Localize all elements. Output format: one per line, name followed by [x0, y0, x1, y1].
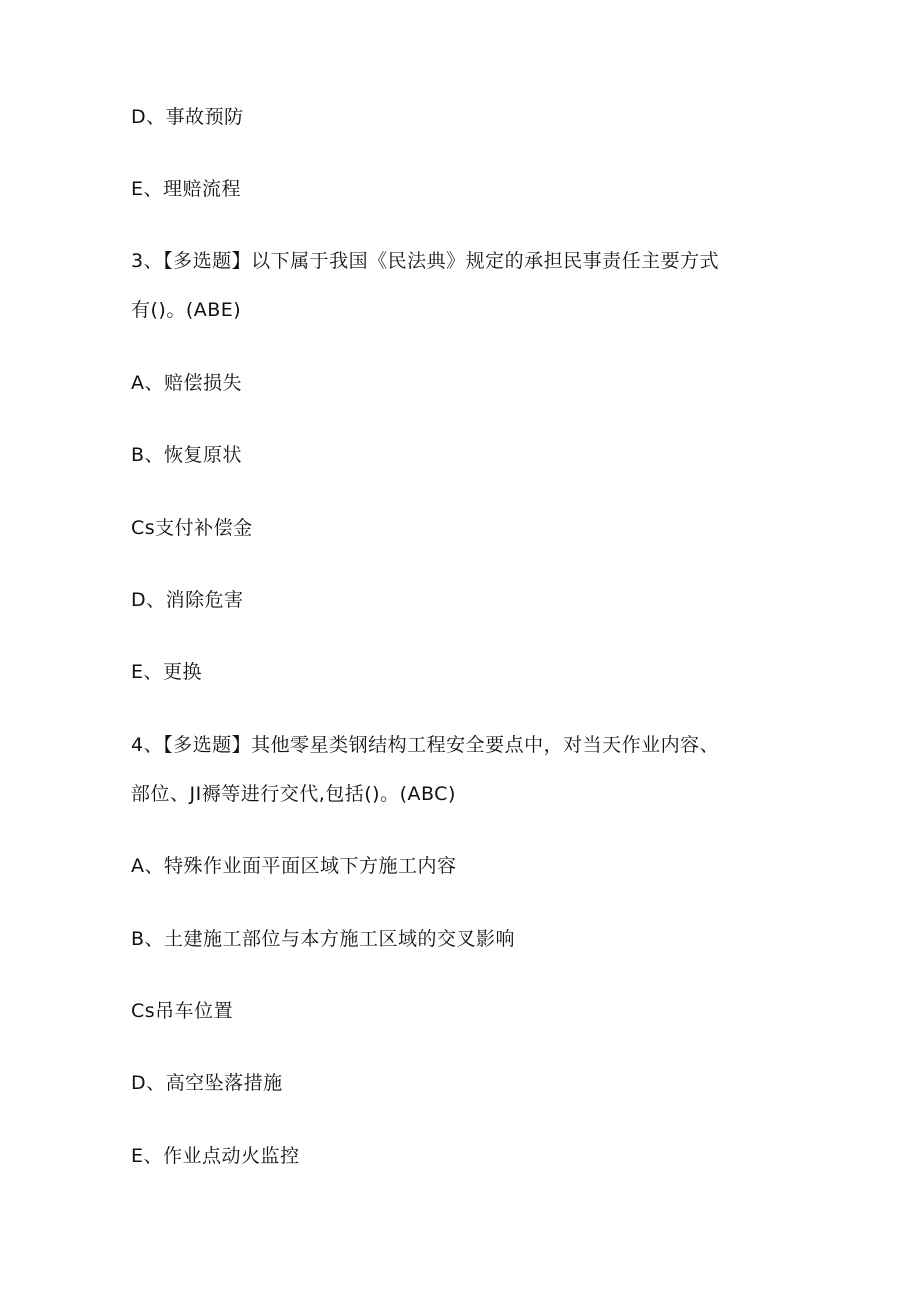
option-b-q4: B、土建施工部位与本方施工区域的交叉影响 — [131, 928, 516, 950]
option-b-q3: B、恢复原状 — [131, 444, 243, 466]
question-4-stem: 4、【多选题】其他零星类钢结构工程安全要点中，对当天作业内容、 — [131, 734, 720, 756]
option-e-q3: E、更换 — [131, 661, 203, 683]
option-e-q4: E、作业点动火监控 — [131, 1145, 300, 1167]
option-d-q3: D、消除危害 — [131, 589, 244, 611]
option-d-q2: D、事故预防 — [131, 106, 244, 128]
option-a-q4: A、特殊作业面平面区域下方施工内容 — [131, 855, 457, 877]
option-d-q4: D、高空坠落措施 — [131, 1072, 283, 1094]
option-c-q3: Cs支付补偿金 — [131, 517, 253, 539]
question-3-stem: 3、【多选题】以下属于我国《民法典》规定的承担民事责任主要方式 — [131, 250, 720, 272]
option-a-q3: A、赔偿损失 — [131, 372, 242, 394]
option-e-q2: E、理赔流程 — [131, 178, 242, 200]
option-c-q4: Cs吊车位置 — [131, 1000, 234, 1022]
question-3-stem-cont: 有()。(ABE) — [131, 299, 242, 321]
question-4-stem-cont: 部位、JI褥等进行交代,包括()。(ABC) — [131, 783, 456, 805]
